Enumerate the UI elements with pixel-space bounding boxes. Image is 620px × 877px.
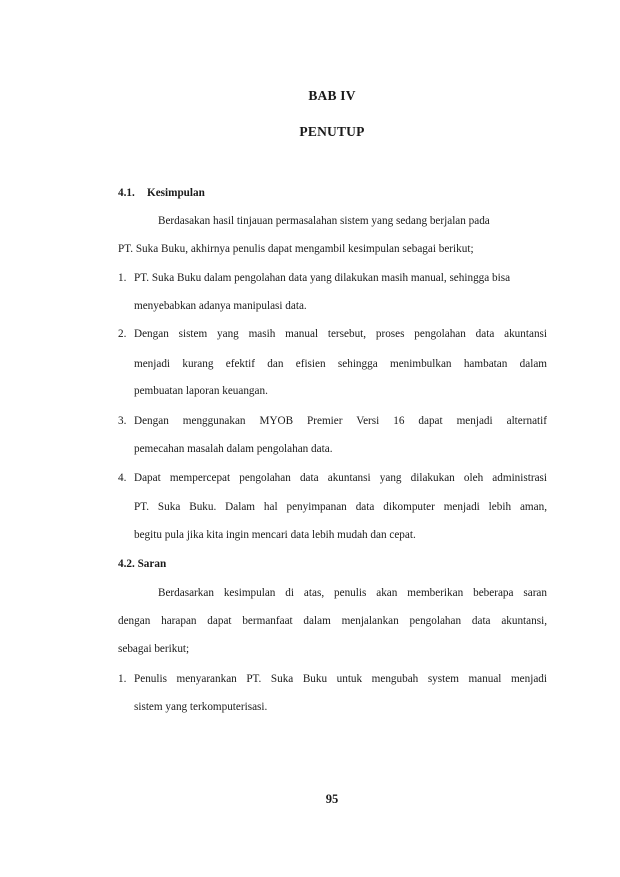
list-item-line: menyebabkan adanya manipulasi data. bbox=[134, 300, 307, 312]
list-item-line: PT. Suka Buku. Dalam hal penyimpanan data dikomputer menjadi lebih aman, bbox=[134, 501, 547, 513]
list-item-line: pembuatan laporan keuangan. bbox=[134, 385, 268, 397]
page-number: 95 bbox=[325, 792, 339, 806]
list-item-line: pemecahan masalah dalam pengolahan data. bbox=[134, 443, 333, 455]
list-marker: 1. bbox=[118, 272, 127, 284]
paragraph-line: dengan harapan dapat bermanfaat dalam menjalankan pengolahan data akuntansi, bbox=[118, 615, 547, 627]
list-marker: 3. bbox=[118, 415, 127, 427]
section-heading-kesimpulan bbox=[118, 186, 205, 200]
paragraph-line: sebagai berikut; bbox=[118, 643, 190, 655]
section-heading-saran bbox=[118, 557, 166, 571]
paragraph-line: PT. Suka Buku, akhirnya penulis dapat mengambil kesimpulan sebagai berikut; bbox=[118, 243, 474, 255]
list-item-line: menjadi kurang efektif dan efisien sehingga menimbulkan hambatan dalam bbox=[134, 358, 547, 370]
list-marker: 1. bbox=[118, 673, 127, 685]
section-number: 4.2. bbox=[118, 558, 135, 570]
list-marker: 2. bbox=[118, 328, 127, 340]
section-title: Saran bbox=[137, 558, 167, 570]
section-title: Kesimpulan bbox=[147, 187, 205, 199]
list-item-line: sistem yang terkomputerisasi. bbox=[134, 701, 268, 713]
chapter-number: BAB IV bbox=[308, 88, 356, 103]
list-item-line: Penulis menyarankan PT. Suka Buku untuk mengubah system manual menjadi bbox=[134, 673, 547, 685]
chapter-title: PENUTUP bbox=[299, 124, 365, 139]
list-item-line: Dengan menggunakan MYOB Premier Versi 16 dapat menjadi alternatif bbox=[134, 415, 547, 427]
list-marker: 4. bbox=[118, 472, 127, 484]
list-item-line: begitu pula jika kita ingin mencari data lebih mudah dan cepat. bbox=[134, 529, 416, 541]
paragraph-line: Berdasakan hasil tinjauan permasalahan sistem yang sedang berjalan pada bbox=[158, 215, 490, 227]
section-number: 4.1. bbox=[118, 187, 135, 199]
list-item-line: Dapat mempercepat pengolahan data akuntansi yang dilakukan oleh administrasi bbox=[134, 472, 547, 484]
list-item-line: PT. Suka Buku dalam pengolahan data yang dilakukan masih manual, sehingga bisa bbox=[134, 272, 511, 284]
paragraph-line: Berdasarkan kesimpulan di atas, penulis akan memberikan beberapa saran bbox=[158, 587, 547, 599]
list-item-line: Dengan sistem yang masih manual tersebut, proses pengolahan data akuntansi bbox=[134, 328, 547, 340]
